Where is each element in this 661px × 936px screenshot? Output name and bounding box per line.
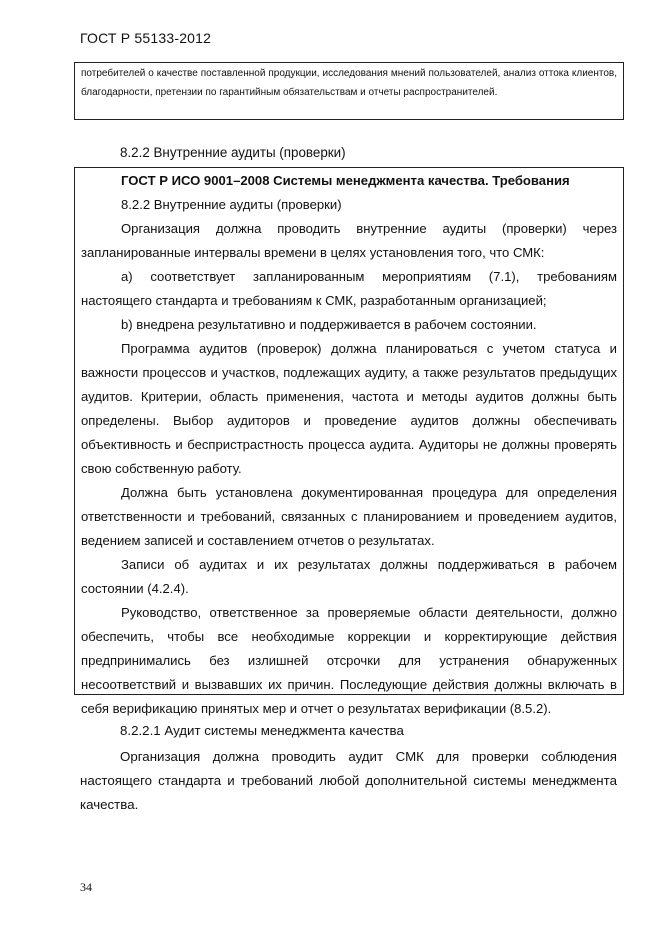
iso-paragraph: b) внедрена результативно и поддерживается в рабочем состоянии. [121,317,537,332]
iso-paragraph: Руководство, ответственное за проверяемые области деятельности, должно обеспечить, чтобы все необходимые коррекции и корректирующие действия предпринимались без излишней отсрочки для устранения обнаруженных несоответствий и вызвавших их причин. Последующие действия должны включать в себя верификацию принятых мер и отчет о результатах верификации (8.5.2). [81,605,617,716]
iso-paragraph: Программа аудитов (проверок) должна планироваться с учетом статуса и важности процессов и участков, подлежащих аудиту, а также результатов предыдущих аудитов. Критерии, область применения, частота и методы аудитов должны быть определены. Выбор аудиторов и проведение аудитов должны обеспечивать объективность и беспристрастность процесса аудита. Аудиторы не должны проверять свою собственную работу. [81,341,617,476]
iso-paragraph: Организация должна проводить внутренние аудиты (проверки) через запланированные интервалы времени в целях установления того, что СМК: [81,221,617,260]
quote-box-continuation-text: потребителей о качестве поставленной продукции, исследования мнений пользователей, анализ оттока клиентов, благодарности, претензии по гарантийным обязательствам и отчеты распространителей. [81,68,617,98]
section-heading: 8.2.2 Внутренние аудиты (проверки) [120,145,346,160]
iso-paragraph: Должна быть установлена документированная процедура для определения ответственности и требований, связанных с планированием и проведением аудитов, ведением записей и составлением отчетов о результатах. [81,485,617,548]
iso-paragraph: a) соответствует запланированным мероприятиям (7.1), требованиям настоящего стандарта и требованиям к СМК, разработанным организацией; [81,269,617,308]
iso-quote-title: ГОСТ Р ИСО 9001–2008 Системы менеджмента качества. Требования [121,173,570,188]
page-number: 34 [80,880,92,894]
iso-quote-box [74,167,624,716]
document-header: ГОСТ Р 55133-2012 [80,30,212,46]
subsection [80,719,617,817]
quote-box-continuation [74,62,624,120]
subsection-paragraph: Организация должна проводить аудит СМК для проверки соблюдения настоящего стандарта и требований любой дополнительной системы менеджмента качества. [80,749,617,812]
iso-paragraph: Записи об аудитах и их результатах должны поддерживаться в рабочем состоянии (4.2.4). [81,557,617,596]
iso-quote-subheading: 8.2.2 Внутренние аудиты (проверки) [121,197,342,212]
subsection-heading: 8.2.2.1 Аудит системы менеджмента качества [120,723,404,738]
